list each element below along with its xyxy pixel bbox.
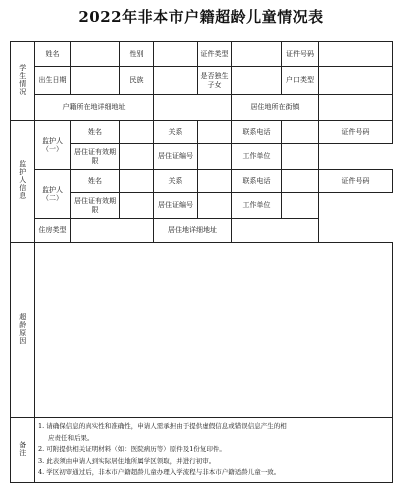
overage-reason-cell[interactable]: [35, 243, 393, 418]
remark-line: 2. 可附提供相关证明材料（如：医院病历等）原件及1份复印件。: [38, 445, 226, 453]
g1-permit-expiry-label: 居住证有效期限: [71, 144, 120, 170]
g2-relation-cell[interactable]: [198, 170, 232, 193]
student-name-label: 姓名: [35, 42, 71, 67]
guardian1-label: 监护人（一）: [35, 121, 71, 170]
remarks-label: 备注: [11, 418, 35, 483]
student-id-type-cell[interactable]: [232, 42, 282, 67]
only-child-cell[interactable]: [232, 67, 282, 95]
g2-id-number-label: 证件号码: [319, 170, 393, 193]
remark-line: 3. 此表须由申请人到实际居住地所属学区领取，并进行初审。: [38, 456, 216, 465]
g1-work-unit-label: 工作单位: [232, 144, 282, 170]
student-name-cell[interactable]: [71, 42, 120, 67]
remark-line: 4. 学区初审通过后，非本市户籍超龄儿童办理入学流程与非本市户籍适龄儿童一致。: [38, 468, 281, 476]
hukou-address-label: 户籍所在地详细地址: [35, 95, 154, 121]
g2-relation-label: 关系: [154, 170, 198, 193]
g1-permit-number-cell[interactable]: [198, 144, 232, 170]
g2-name-label: 姓名: [71, 170, 120, 193]
guardian2-label: 监护人（二）: [35, 170, 71, 219]
birth-date-cell[interactable]: [71, 67, 120, 95]
g2-permit-number-label: 居住证编号: [154, 193, 198, 219]
g1-work-unit-cell[interactable]: [282, 144, 319, 170]
g1-relation-label: 关系: [154, 121, 198, 144]
g1-phone-label: 联系电话: [232, 121, 282, 144]
g2-permit-number-cell[interactable]: [198, 193, 232, 219]
form-title: 2022年非本市户籍超龄儿童情况表: [78, 8, 324, 26]
g1-phone-cell[interactable]: [282, 121, 319, 144]
guardian-section-label: 监护人信息: [11, 121, 35, 243]
birth-date-label: 出生日期: [35, 67, 71, 95]
hukou-type-cell[interactable]: [319, 67, 393, 95]
only-child-label: 是否独生子女: [198, 67, 232, 95]
residence-street-label: 居住地所在街镇: [232, 95, 319, 121]
ethnicity-label: 民族: [120, 67, 154, 95]
student-gender-cell[interactable]: [154, 42, 198, 67]
housing-type-cell[interactable]: [71, 219, 154, 243]
g2-phone-label: 联系电话: [232, 170, 282, 193]
g2-permit-expiry-cell[interactable]: [120, 193, 154, 219]
g2-phone-cell[interactable]: [282, 170, 319, 193]
student-id-type-label: 证件类型: [198, 42, 232, 67]
residence-address-label: 居住地详细地址: [154, 219, 232, 243]
remarks-content: [35, 418, 393, 483]
overage-reason-label: 超龄原因: [11, 243, 35, 418]
g1-id-number-label: 证件号码: [319, 121, 393, 144]
overage-children-form: [10, 41, 393, 483]
residence-address-cell[interactable]: [232, 219, 319, 243]
remark-line: 1. 请确保信息的真实性和准确性，申请人需承担由于提供虚假信息或错误信息产生的相: [38, 422, 287, 430]
g2-permit-expiry-label: 居住证有效期限: [71, 193, 120, 219]
g2-work-unit-label: 工作单位: [232, 193, 282, 219]
housing-type-label: 住房类型: [35, 219, 71, 243]
hukou-type-label: 户口类型: [282, 67, 319, 95]
g1-permit-number-label: 居住证编号: [154, 144, 198, 170]
g1-name-label: 姓名: [71, 121, 120, 144]
student-id-number-cell[interactable]: [319, 42, 393, 67]
hukou-address-cell[interactable]: [154, 95, 232, 121]
g1-permit-expiry-cell[interactable]: [120, 144, 154, 170]
g2-work-unit-cell[interactable]: [282, 193, 319, 219]
residence-street-cell[interactable]: [319, 95, 393, 121]
ethnicity-cell[interactable]: [154, 67, 198, 95]
g2-name-cell[interactable]: [120, 170, 154, 193]
student-gender-label: 性别: [120, 42, 154, 67]
student-section-label: 学生情况: [11, 42, 35, 121]
remark-line: 应责任和后果。: [48, 433, 94, 442]
student-id-number-label: 证件号码: [282, 42, 319, 67]
g1-name-cell[interactable]: [120, 121, 154, 144]
g1-relation-cell[interactable]: [198, 121, 232, 144]
